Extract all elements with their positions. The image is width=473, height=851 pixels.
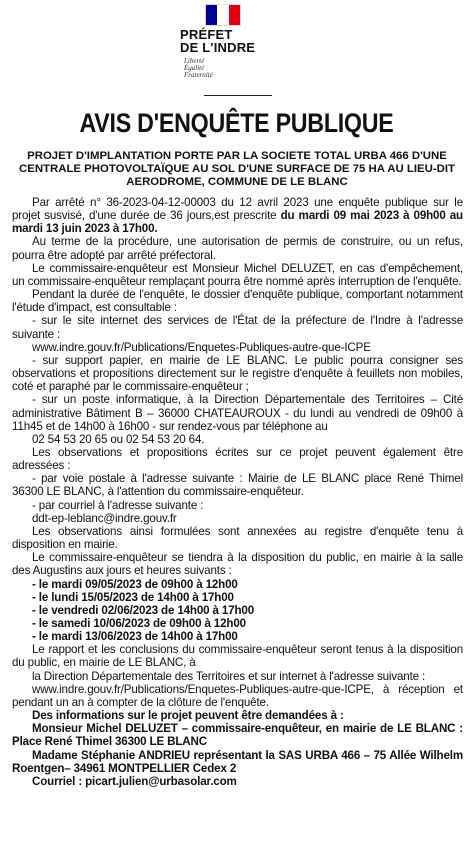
paragraph-website: - sur le site internet des services de l'État de la préfecture de l'Indre à l'adresse suivante :: [12, 314, 463, 341]
list-item: - le mardi 09/05/2023 de 09h00 à 12h00: [32, 577, 238, 591]
paragraph-computer: - sur un poste informatique, à la Direction Départementale des Territoires – Cité administrative Bâtiment B – 36000 CHATEAUROUX - du lundi au vendredi de 09h00 à 11h45 et de 14h00 à 16h00 - sur rendez-vous par téléphone au: [12, 393, 463, 433]
prefecture-line2: DE L'INDRE: [180, 40, 256, 55]
list-item: - le lundi 15/05/2023 de 14h00 à 17h00: [32, 590, 234, 604]
motto: [184, 58, 213, 79]
paragraph-email: - par courriel à l'adresse suivante :: [32, 498, 204, 512]
motto-egalite: Égalité: [184, 64, 205, 72]
prefecture-line1: PRÉFET: [180, 27, 233, 42]
paragraph-annexed: Les observations ainsi formulées sont annexées au registre d'enquête tenu à disposition en mairie.: [12, 524, 463, 552]
flag-blue: [206, 5, 217, 25]
paragraph-postal: - par voie postale à l'adresse suivante : Mairie de LE BLANC place René Thimel 36300 LE BLANC, à l'attention du commissaire-enquêteur.: [12, 472, 463, 499]
email-link[interactable]: ddt-ep-leblanc@indre.gouv.fr: [32, 511, 177, 525]
paragraph-report-link: www.indre.gouv.fr/Publications/Enquetes-Publiques-autre-que-ICPE, à réception et pendant un an à compter de la clôture de l'enquête.: [12, 682, 463, 709]
paragraph-commissioner: Le commissaire-enquêteur est Monsieur Michel DELUZET, en cas d'empêchement, un commissaire-enquêteur remplaçant pourra être nommé après interruption de l'enquête.: [12, 261, 463, 288]
notice-body: [12, 196, 463, 788]
flag-red: [229, 5, 240, 25]
paragraph-paper: - sur support papier, en mairie de LE BLANC. Le public pourra consigner ses observations et propositions directement sur le registre d'enquête à feuillets non mobiles, coté et paraphé par le commissaire-enquêteur ;: [12, 353, 463, 394]
schedule-list: [12, 578, 463, 644]
info-email[interactable]: Courriel : picart.julien@urbasolar.com: [32, 774, 237, 788]
paragraph-decree: [12, 196, 463, 235]
website-link[interactable]: www.indre.gouv.fr/Publications/Enquetes-Publiques-autre-que-ICPE: [32, 340, 371, 354]
info-commissioner: Monsieur Michel DELUZET – commissaire-enquêteur, en mairie de LE BLANC : Place René Thimel 36300 LE BLANC: [12, 722, 463, 749]
paragraph-consultation: Pendant la durée de l'enquête, le dossier d'enquête publique, comportant notamment l'étude d'impact, est consultable :: [12, 288, 463, 315]
paragraph-written: Les observations et propositions écrites sur ce projet peuvent également être adressées :: [12, 445, 463, 473]
list-item: - le mardi 13/06/2023 de 14h00 à 17h00: [32, 630, 238, 644]
info-title: Des informations sur le projet peuvent être demandées à :: [32, 709, 344, 723]
prefecture-name: [180, 28, 255, 54]
paragraph-permanences: Le commissaire-enquêteur se tiendra à la disposition du public, en mairie à la salle des Augustins aux jours et heures suivants :: [12, 551, 463, 578]
divider: [204, 95, 272, 96]
enquiry-dates: du mardi 09 mai 2023 à 09h00 au mardi 13 juin 2023 à 17h00.: [12, 209, 463, 236]
paragraph-ddt: la Direction Départementale des Territoires et sur internet à l'adresse suivante :: [32, 669, 426, 683]
marianne-flag-icon: [205, 4, 241, 26]
paragraph-outcome: Au terme de la procédure, une autorisation de permis de construire, ou un refus, pourra être adopté par arrêté préfectoral.: [12, 235, 463, 262]
decree-text: Par arrêté n° 36-2023-04-12-00003 du 12 avril 2023 une enquête publique sur le projet susvisé, d'une durée de 36 jours,est prescrite: [12, 196, 463, 223]
prefecture-logo: [180, 4, 290, 82]
flag-white: [217, 5, 228, 25]
list-item: - le samedi 10/06/2023 de 09h00 à 12h00: [32, 617, 246, 630]
motto-fraternite: Fraternité: [184, 71, 213, 79]
notice-subtitle: PROJET D'IMPLANTATION PORTE PAR LA SOCIETE TOTAL URBA 466 D'UNE CENTRALE PHOTOVOLTAÏQUE AU SOL D'UNE SURFACE DE 75 HA AU LIEU-DIT AERODROME, COMMUNE DE LE BLANC: [19, 150, 455, 189]
info-company: Madame Stéphanie ANDRIEU représentant la SAS URBA 466 – 75 Allée Wilhelm Roentgen– 34961 MONTPELLIER Cedex 2: [12, 748, 463, 775]
phone-numbers: 02 54 53 20 65 ou 02 54 53 20 64.: [32, 432, 205, 446]
paragraph-report: Le rapport et les conclusions du commissaire-enquêteur seront tenus à la disposition du public, en mairie de LE BLANC, à: [12, 643, 463, 670]
motto-liberte: Liberté: [184, 57, 205, 65]
notice-title: AVIS D'ENQUÊTE PUBLIQUE: [79, 108, 394, 138]
list-item: - le vendredi 02/06/2023 de 14h00 à 17h00: [32, 603, 255, 617]
